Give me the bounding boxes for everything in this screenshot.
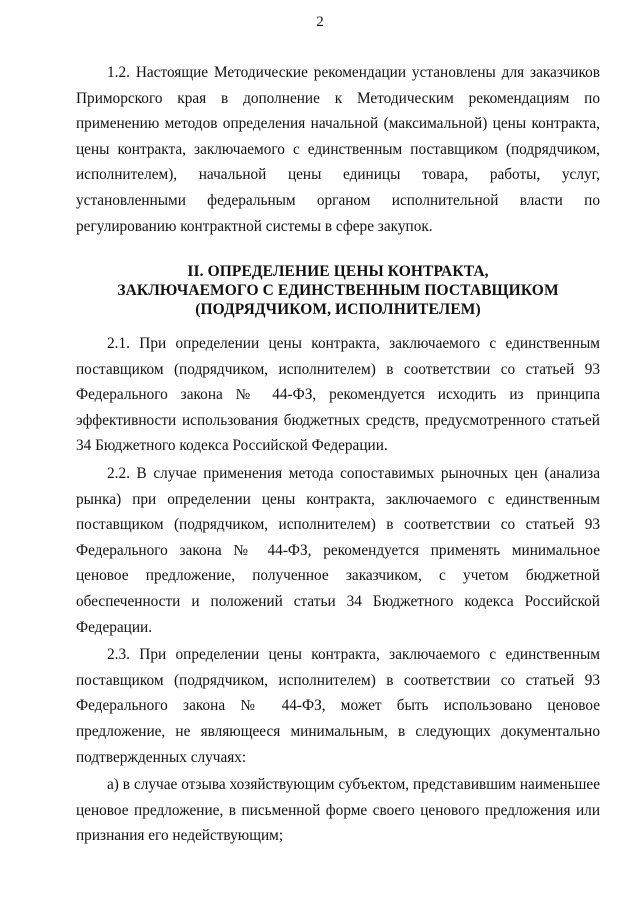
paragraph-2-2: 2.2. В случае применения метода сопоставимых рыночных цен (анализа рынка) при определении цены контракта, заключаемого с единственным поставщиком (подрядчиком, исполнителем) в соответствии со статьей 93 Федерального закона № 44-ФЗ, рекомендуется применять минимальное ценовое предложение, полученное заказчиком, с учетом бюджетной обеспеченности и положений статьи 34 Бюджетного кодекса Российской Федерации. — [76, 464, 600, 636]
section-heading-line-2: ЗАКЛЮЧАЕМОГО С ЕДИНСТВЕННЫМ ПОСТАВЩИКОМ — [117, 282, 559, 299]
paragraph-2-1: 2.1. При определении цены контракта, заключаемого с единственным поставщиком (подрядчиком, исполнителем) в соответствии со статьей 93 Федерального закона № 44-ФЗ, рекомендуется исходить из принципа эффективности использования бюджетных средств, предусмотренного статьей 34 Бюджетного кодекса Российской Федерации. — [76, 335, 600, 455]
section-heading-line-3: (ПОДРЯДЧИКОМ, ИСПОЛНИТЕЛЕМ) — [195, 301, 481, 318]
paragraph-a: а) в случае отзыва хозяйствующим субъектом, представившим наименьшее ценовое предложение, в письменной форме своего ценового предложения или признания его недействующим; — [76, 776, 600, 845]
section-2-body — [76, 331, 600, 849]
paragraph-1-2 — [76, 60, 600, 239]
section-heading-line-1: II. ОПРЕДЕЛЕНИЕ ЦЕНЫ КОНТРАКТА, — [187, 263, 489, 280]
page-number: 2 — [316, 14, 324, 30]
paragraph-2-3: 2.3. При определении цены контракта, заключаемого с единственным поставщиком (подрядчиком, исполнителем) в соответствии со статьей 93 Федерального закона № 44-ФЗ, может быть использовано ценовое предложение, не являющееся минимальным, в следующих документально подтвержденных случаях: — [76, 646, 600, 766]
section-heading — [76, 262, 600, 319]
paragraph-1-2-text: 1.2. Настоящие Методические рекомендации установлены для заказчиков Приморского края в дополнение к Методическим рекомендациям по применению методов определения начальной (максимальной) цены контракта, цены контракта, заключаемого с единственным поставщиком (подрядчиком, исполнителем), начальной цены единицы товара, работы, услуг, установленными федеральным органом исполнительной власти по регулированию контрактной системы в сфере закупок. — [76, 64, 600, 235]
